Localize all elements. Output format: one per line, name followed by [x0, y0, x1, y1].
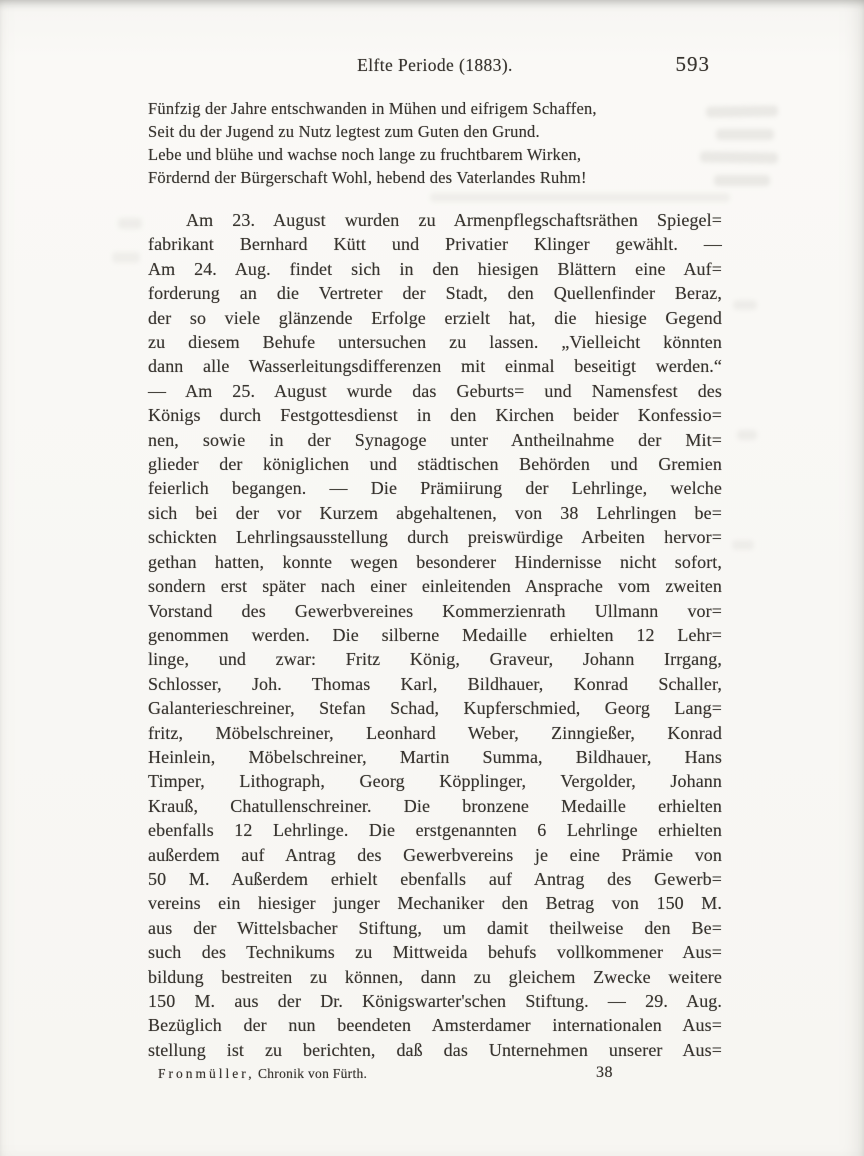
- text-line: Königs durch Festgottesdienst in den Kirchen beider Konfessio=: [148, 405, 722, 426]
- text-line: Schlosser, Joh. Thomas Karl, Bildhauer, Konrad Schaller,: [148, 673, 722, 694]
- text-line: nen, sowie in der Synagoge unter Antheilnahme der Mit=: [148, 429, 722, 450]
- text-line: ebenfalls 12 Lehrlinge. Die erstgenannten 6 Lehrlinge erhielten: [148, 820, 722, 841]
- text-line: Lebe und blühe und wachse noch lange zu fruchtbarem Wirken,: [148, 145, 582, 164]
- bleed-through-mark: [118, 218, 142, 229]
- text-line: Fünfzig der Jahre entschwanden in Mühen und eifrigem Schaffen,: [148, 99, 597, 118]
- page-footer: [148, 1064, 722, 1086]
- bleed-through-mark: [714, 175, 770, 186]
- chapter-header: Elfte Periode (1883).: [357, 55, 513, 75]
- text-line: schickten Lehrlingsausstellung durch preiswürdige Arbeiten hervor=: [148, 527, 722, 548]
- text-line: Heinlein, Möbelschreiner, Martin Summa, Bildhauer, Hans: [148, 746, 722, 767]
- text-line: linge, und zwar: Fritz König, Graveur, Johann Irrgang,: [148, 649, 722, 670]
- text-line: feierlich begangen. — Die Prämiirung der Lehrlinge, welche: [148, 478, 722, 499]
- text-line: — Am 25. August wurde das Geburts= und Namensfest des: [148, 380, 722, 401]
- text-line: dann alle Wasserleitungsdifferenzen mit einmal beseitigt werden.“: [148, 356, 722, 377]
- text-line: gethan hatten, konnte wegen besonderer Hindernisse nicht sofort,: [148, 551, 722, 572]
- text-line: forderung an die Vertreter der Stadt, den Quellenfinder Beraz,: [148, 283, 722, 304]
- text-line: fritz, Möbelschreiner, Leonhard Weber, Zinngießer, Konrad: [148, 722, 722, 743]
- text-line: bildung bestreiten zu können, dann zu gleichem Zwecke weitere: [148, 966, 722, 987]
- text-line: Am 23. August wurden zu Armenpflegschaftsräthen Spiegel=: [186, 210, 722, 230]
- verse-block: [148, 97, 722, 189]
- text-line: such des Technikums zu Mittweida behufs vollkommener Aus=: [148, 942, 722, 963]
- text-line: Galanterieschreiner, Stefan Schad, Kupferschmied, Georg Lang=: [148, 698, 722, 719]
- body-text-block: [148, 208, 722, 1062]
- text-line: sich bei der vor Kurzem abgehaltenen, von 38 Lehrlingen be=: [148, 502, 722, 523]
- text-line: fabrikant Bernhard Kütt und Privatier Klinger gewählt. —: [148, 234, 722, 255]
- text-line: Fördernd der Bürgerschaft Wohl, hebend des Vaterlandes Ruhm!: [148, 168, 587, 187]
- text-line: 50 M. Außerdem erhielt ebenfalls auf Antrag des Gewerb=: [148, 868, 722, 889]
- footer-work-title: Chronik von Fürth.: [257, 1066, 368, 1081]
- text-line: Vorstand des Gewerbvereines Kommerzienrath Ullmann vor=: [148, 600, 722, 621]
- footer-author: Fronmüller,: [158, 1066, 255, 1081]
- text-line: sondern erst später nach einer einleitenden Ansprache vom zweiten: [148, 576, 722, 597]
- text-line: vereins ein hiesiger junger Mechaniker den Betrag von 150 M.: [148, 893, 722, 914]
- text-line: aus der Wittelsbacher Stiftung, um damit theilweise den Be=: [148, 917, 722, 938]
- text-line: 150 M. aus der Dr. Königswarter'schen Stiftung. — 29. Aug.: [148, 991, 722, 1011]
- text-line: Krauß, Chatullenschreiner. Die bronzene Medaille erhielten: [148, 795, 722, 816]
- text-line: genommen werden. Die silberne Medaille erhielten 12 Lehr=: [148, 624, 722, 645]
- text-line: außerdem auf Antrag des Gewerbvereins je eine Prämie von: [148, 844, 722, 865]
- text-line: stellung ist zu berichten, daß das Unternehmen unserer Aus=: [148, 1039, 722, 1060]
- page-number: 593: [675, 52, 710, 76]
- bleed-through-mark: [732, 540, 754, 550]
- bleed-through-mark: [716, 129, 774, 140]
- bleed-through-mark: [112, 252, 140, 263]
- bleed-through-mark: [430, 193, 730, 202]
- footer-signature: [158, 1066, 367, 1082]
- text-line: Seit du der Jugend zu Nutz legtest zum Guten den Grund.: [148, 122, 540, 141]
- text-line: zu diesem Behufe untersuchen zu lassen. „Vielleicht könnten: [148, 332, 722, 353]
- bleed-through-mark: [737, 430, 757, 440]
- text-line: Bezüglich der nun beendeten Amsterdamer internationalen Aus=: [148, 1015, 722, 1036]
- text-line: glieder der königlichen und städtischen Behörden und Gremien: [148, 454, 722, 475]
- sheet-signature-number: 38: [596, 1064, 613, 1081]
- text-line: Timper, Lithograph, Georg Köpplinger, Vergolder, Johann: [148, 771, 722, 792]
- text-line: der so viele glänzende Erfolge erzielt hat, die hiesige Gegend: [148, 307, 722, 328]
- running-head: [148, 52, 722, 80]
- bleed-through-mark: [733, 300, 757, 310]
- text-line: Am 24. Aug. findet sich in den hiesigen Blättern eine Auf=: [148, 258, 722, 279]
